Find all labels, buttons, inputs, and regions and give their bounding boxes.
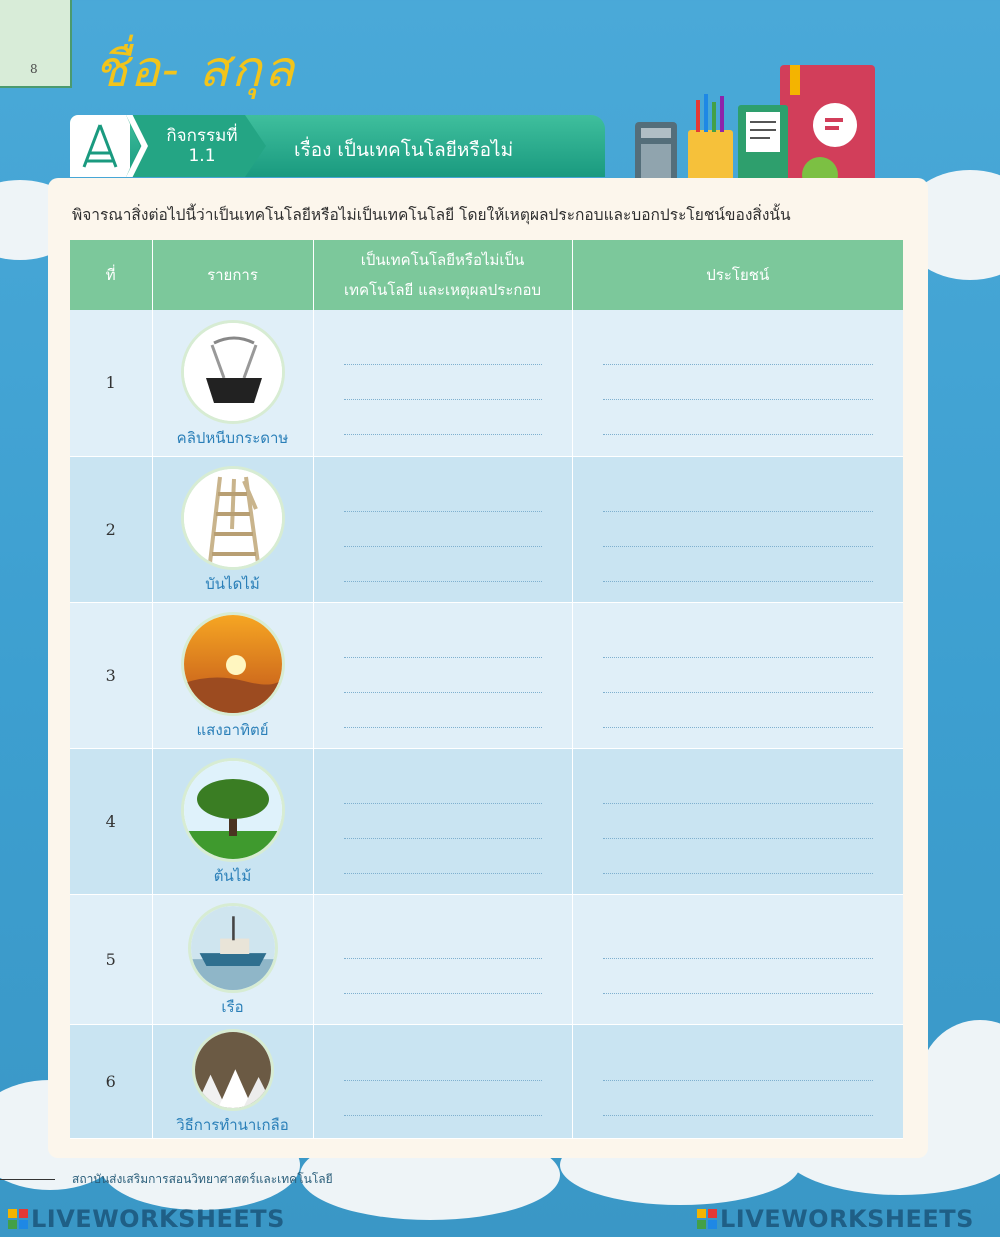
- item-label: คลิปหนีบกระดาษ: [176, 428, 289, 447]
- item-label: วิธีการทำนาเกลือ: [176, 1116, 289, 1134]
- technology-answer-cell[interactable]: [313, 602, 572, 748]
- item-label: แสงอาทิตย์: [196, 721, 269, 739]
- table-row: [70, 456, 903, 602]
- instruction-text: พิจารณาสิ่งต่อไปนี้ว่าเป็นเทคโนโลยีหรือไม่เป็นเทคโนโลยี โดยให้เหตุผลประกอบและบอกประโยชน์ของสิ่งนั้น: [72, 206, 791, 224]
- tree-image: [181, 758, 285, 862]
- technology-answer-cell[interactable]: [313, 310, 572, 456]
- benefit-answer-line[interactable]: [603, 804, 874, 839]
- benefit-answer-line[interactable]: [603, 1081, 874, 1116]
- footer-institute: สถาบันส่งเสริมการสอนวิทยาศาสตร์และเทคโนโลยี: [72, 1172, 333, 1186]
- item-cell: [152, 310, 313, 456]
- row-number: 1: [70, 310, 152, 456]
- benefit-answer-line[interactable]: [603, 658, 874, 693]
- technology-answer-line[interactable]: [344, 693, 542, 728]
- row-number: 3: [70, 602, 152, 748]
- salt-farming-image: [192, 1029, 274, 1111]
- technology-answer-line[interactable]: [344, 924, 542, 959]
- item-label: เรือ: [221, 998, 244, 1016]
- watermark-text: LIVEWORKSHEETS: [720, 1205, 974, 1233]
- table-row: [70, 748, 903, 894]
- benefit-answer-line[interactable]: [603, 959, 874, 994]
- benefit-answer-cell[interactable]: [572, 1024, 903, 1138]
- benefit-answer-line[interactable]: [603, 512, 874, 547]
- technology-answer-line[interactable]: [344, 477, 542, 512]
- activity-label-text: กิจกรรมที่: [166, 126, 238, 146]
- item-cell: [152, 1024, 313, 1138]
- item-cell: [152, 456, 313, 602]
- row-number: 6: [70, 1024, 152, 1138]
- header-item: รายการ: [152, 240, 313, 310]
- benefit-answer-line[interactable]: [603, 623, 874, 658]
- header-benefit: ประโยชน์: [572, 240, 903, 310]
- technology-answer-line[interactable]: [344, 400, 542, 435]
- binder-clip-image: [181, 320, 285, 424]
- technology-answer-cell[interactable]: [313, 894, 572, 1024]
- header-no: ที่: [70, 240, 152, 310]
- liveworksheets-logo-icon: [8, 1207, 28, 1227]
- benefit-answer-cell[interactable]: [572, 894, 903, 1024]
- technology-answer-line[interactable]: [344, 547, 542, 582]
- technology-answer-line[interactable]: [344, 839, 542, 874]
- item-cell: [152, 602, 313, 748]
- benefit-answer-cell[interactable]: [572, 748, 903, 894]
- item-label: บันไดไม้: [205, 575, 260, 593]
- technology-answer-line[interactable]: [344, 365, 542, 400]
- technology-answer-line[interactable]: [344, 1046, 542, 1081]
- watermark-text: LIVEWORKSHEETS: [31, 1205, 285, 1233]
- row-number: 2: [70, 456, 152, 602]
- worksheet-table: [70, 240, 903, 1139]
- row-number: 5: [70, 894, 152, 1024]
- activity-number: 1.1: [188, 146, 216, 166]
- benefit-answer-line[interactable]: [603, 330, 874, 365]
- name-handwriting: ชื่อ- สกุล: [94, 40, 297, 98]
- technology-answer-line[interactable]: [344, 769, 542, 804]
- row-number: 4: [70, 748, 152, 894]
- header-technology: [313, 240, 572, 310]
- page-number: 8: [30, 62, 38, 76]
- technology-answer-cell[interactable]: [313, 456, 572, 602]
- activity-label: [150, 126, 254, 166]
- footer-divider: [0, 1179, 55, 1180]
- benefit-answer-cell[interactable]: [572, 310, 903, 456]
- activity-title: เรื่อง เป็นเทคโนโลยีหรือไม่: [294, 139, 514, 161]
- technology-answer-line[interactable]: [344, 330, 542, 365]
- table-row: [70, 602, 903, 748]
- table-header-row: [70, 240, 903, 310]
- benefit-answer-line[interactable]: [603, 1046, 874, 1081]
- table-row: [70, 310, 903, 456]
- benefit-answer-line[interactable]: [603, 400, 874, 435]
- item-cell: [152, 748, 313, 894]
- liveworksheets-watermark-right: [697, 1205, 974, 1233]
- benefit-answer-line[interactable]: [603, 547, 874, 582]
- liveworksheets-logo-icon: [697, 1207, 717, 1227]
- benefit-answer-cell[interactable]: [572, 456, 903, 602]
- stationery-illustration: [630, 60, 880, 185]
- liveworksheets-watermark-left: [8, 1205, 285, 1233]
- activity-badge: [70, 115, 130, 177]
- technology-answer-cell[interactable]: [313, 1024, 572, 1138]
- benefit-answer-line[interactable]: [603, 839, 874, 874]
- benefit-answer-cell[interactable]: [572, 602, 903, 748]
- benefit-answer-line[interactable]: [603, 769, 874, 804]
- sunlight-image: [181, 612, 285, 716]
- benefit-answer-line[interactable]: [603, 365, 874, 400]
- header-technology-line2: เทคโนโลยี และเหตุผลประกอบ: [343, 281, 542, 299]
- technology-answer-line[interactable]: [344, 804, 542, 839]
- header-technology-line1: เป็นเทคโนโลยีหรือไม่เป็น: [360, 251, 525, 269]
- benefit-answer-line[interactable]: [603, 477, 874, 512]
- technology-answer-line[interactable]: [344, 1081, 542, 1116]
- technology-answer-line[interactable]: [344, 623, 542, 658]
- technology-answer-line[interactable]: [344, 959, 542, 994]
- item-label: ต้นไม้: [213, 867, 252, 885]
- technology-answer-line[interactable]: [344, 658, 542, 693]
- technology-answer-cell[interactable]: [313, 748, 572, 894]
- activity-a-icon: [80, 123, 120, 169]
- boat-image: [188, 903, 278, 993]
- table-row: [70, 1024, 903, 1138]
- technology-answer-line[interactable]: [344, 512, 542, 547]
- benefit-answer-line[interactable]: [603, 924, 874, 959]
- item-cell: [152, 894, 313, 1024]
- table-row: [70, 894, 903, 1024]
- benefit-answer-line[interactable]: [603, 693, 874, 728]
- wooden-ladder-image: [181, 466, 285, 570]
